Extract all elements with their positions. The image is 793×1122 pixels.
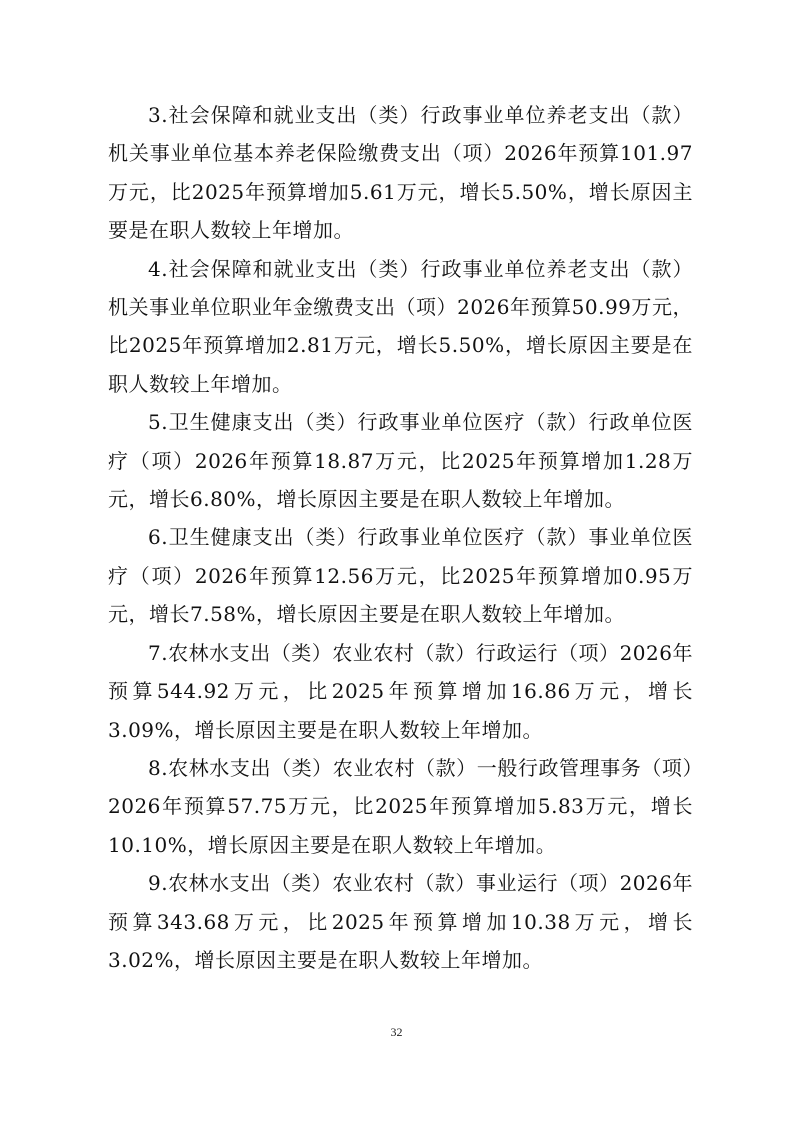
document-body <box>108 96 693 979</box>
paragraph-item-4: 4.社会保障和就业支出（类）行政事业单位养老支出（款）机关事业单位职业年金缴费支出（项）2026年预算50.99万元，比2025年预算增加2.81万元，增长5.50%，增长原因主要是在职人数较上年增加。 <box>108 256 693 396</box>
page-number: 32 <box>390 1025 403 1039</box>
paragraph-item-7: 7.农林水支出（类）农业农村（款）行政运行（项）2026年预算544.92万元，比2025年预算增加16.86万元，增长3.09%，增长原因主要是在职人数较上年增加。 <box>108 640 693 742</box>
paragraph-item-6: 6.卫生健康支出（类）行政事业单位医疗（款）事业单位医疗（项）2026年预算12.56万元，比2025年预算增加0.95万元，增长7.58%，增长原因主要是在职人数较上年增加。 <box>108 525 693 627</box>
paragraph-item-8: 8.农林水支出（类）农业农村（款）一般行政管理事务（项）2026年预算57.75万元，比2025年预算增加5.83万元，增长10.10%，增长原因主要是在职人数较上年增加。 <box>108 755 693 857</box>
paragraph-item-9: 9.农林水支出（类）农业农村（款）事业运行（项）2026年预算343.68万元，比2025年预算增加10.38万元，增长3.02%，增长原因主要是在职人数较上年增加。 <box>108 871 693 972</box>
paragraph-item-5: 5.卫生健康支出（类）行政事业单位医疗（款）行政单位医疗（项）2026年预算18.87万元，比2025年预算增加1.28万元，增长6.80%，增长原因主要是在职人数较上年增加。 <box>108 410 693 512</box>
paragraph-item-3: 3.社会保障和就业支出（类）行政事业单位养老支出（款）机关事业单位基本养老保险缴费支出（项）2026年预算101.97万元，比2025年预算增加5.61万元，增长5.50%，增长原因主要是在职人数较上年增加。 <box>108 103 693 243</box>
